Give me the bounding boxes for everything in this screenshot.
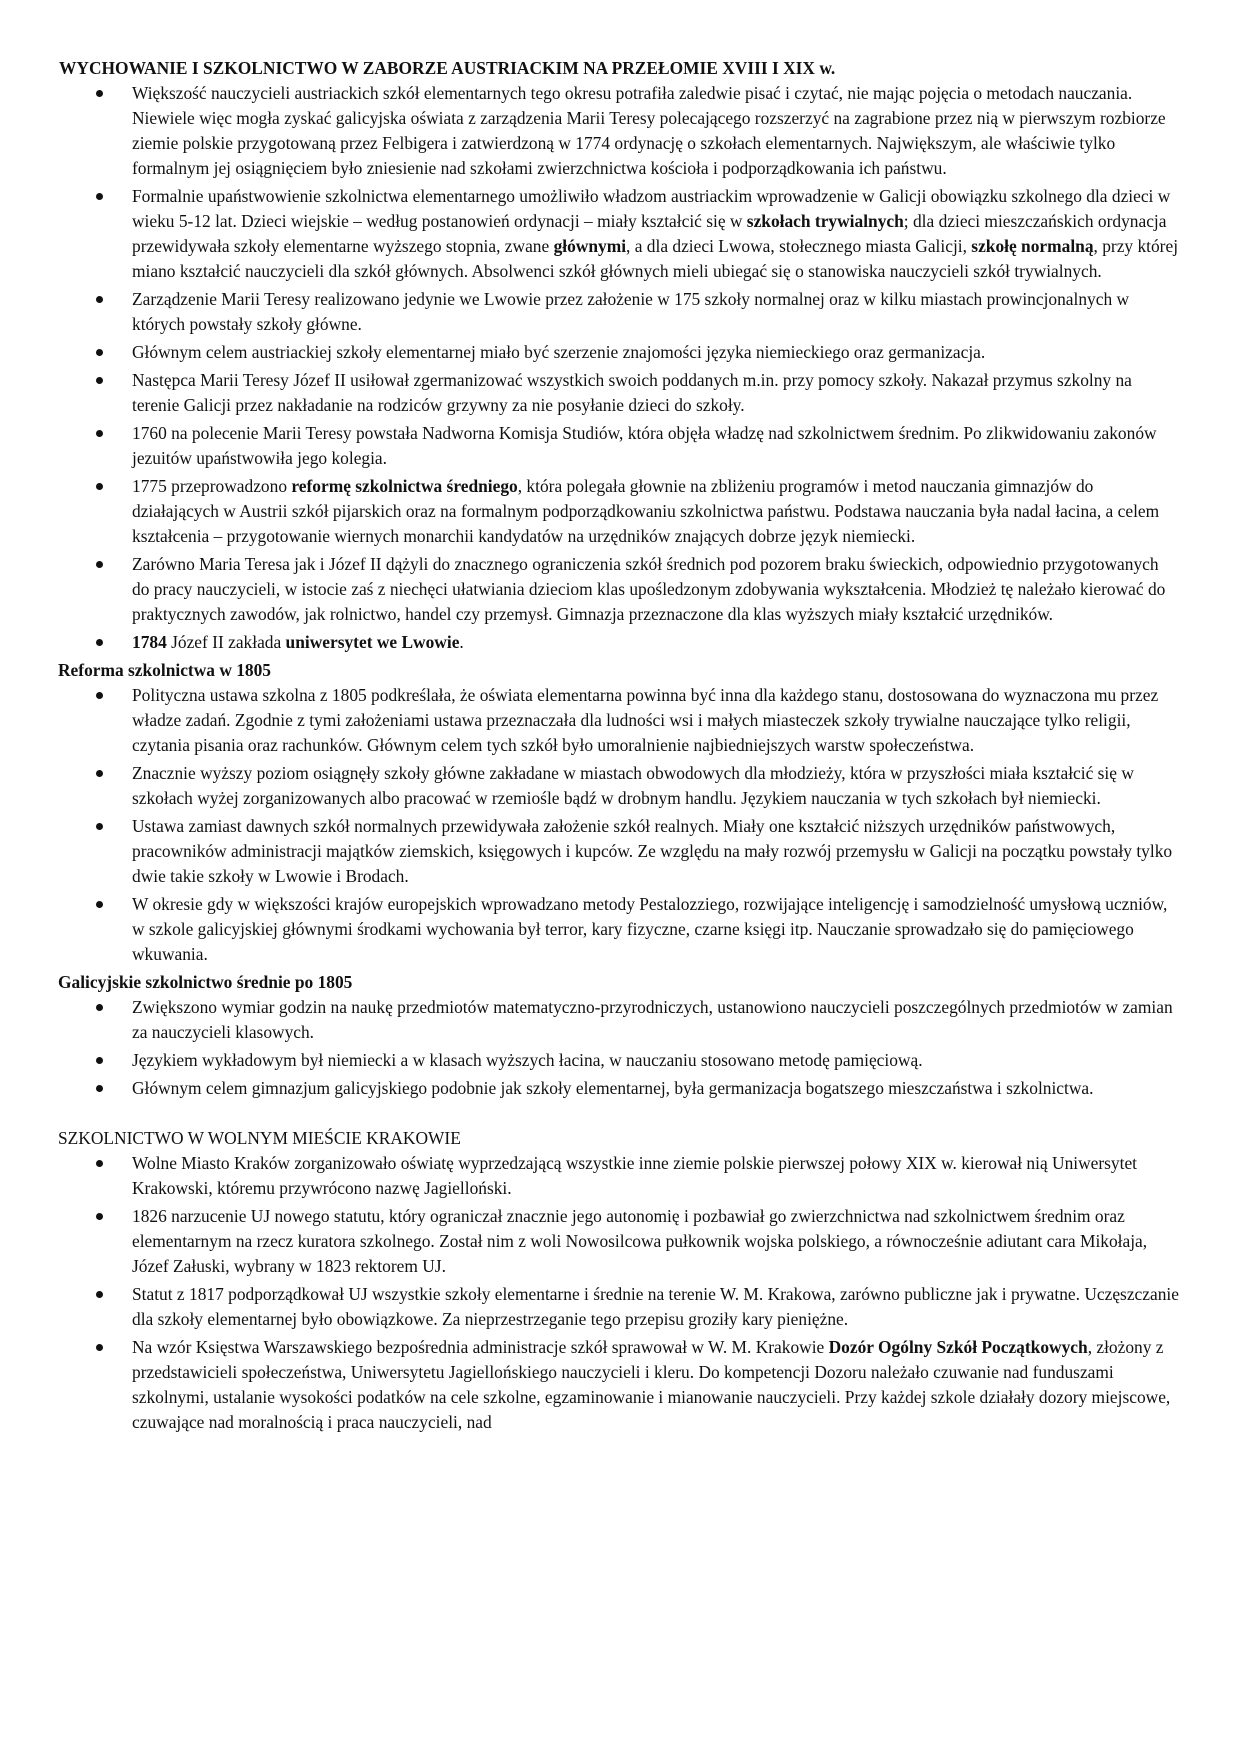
list-item [58, 474, 1180, 549]
text-segment: Większość nauczycieli austriackich szkół elementarnych tego okresu potrafiła zaledwie pisać i czytać, nie mając pojęcia o metodach nauczania. Niewiele więc mogła zyskać galicyjska oświata z zarządzenia Marii Teresy polecającego rozszerzyć na zagrabione przez nią w pierwszym rozbiorze ziemie polskie przygotowaną przez Felbigera i zatwierdzoną w 1774 ordynację o szkołach elementarnych. Największym, ale właściwie tylko formalnym jej osiągnięciem było zniesienie nad szkołami zwierzchnictwa kościoła i podporządkowania ich państwu. [132, 83, 1166, 178]
bold-term: uniwersytet we Lwowie [285, 632, 460, 652]
list-item [58, 761, 1180, 811]
intro-bullet-list [58, 81, 1180, 655]
list-item [58, 814, 1180, 889]
list-item [58, 184, 1180, 284]
section-heading-reform-1805: Reforma szkolnictwa w 1805 [58, 660, 272, 680]
text-segment: Zarządzenie Marii Teresy realizowano jedynie we Lwowie przez założenie w 175 szkoły normalnej oraz w kilku miastach prowincjonalnych w których powstały szkoły główne. [132, 289, 1130, 334]
list-item [58, 340, 1180, 365]
list-item [58, 995, 1180, 1045]
text-segment: . [459, 632, 464, 652]
list-item [58, 683, 1180, 758]
text-segment: Językiem wykładowym był niemiecki a w klasach wyższych łacina, w nauczaniu stosowano metodę pamięciową. [132, 1050, 923, 1070]
list-item [58, 1048, 1180, 1073]
text-segment: Następca Marii Teresy Józef II usiłował zgermanizować wszystkich swoich poddanych m.in. przy pomocy szkoły. Nakazał przymus szkolny na terenie Galicji przez nakładanie na rodziców grzywny za nie posyłanie dzieci do szkoły. [132, 370, 1132, 415]
list-item [58, 1076, 1180, 1101]
reform-1805-bullet-list [58, 683, 1180, 967]
bold-term: Dozór Ogólny Szkół Początkowych [828, 1337, 1088, 1357]
list-item [58, 1151, 1180, 1201]
text-segment: W okresie gdy w większości krajów europejskich wprowadzano metody Pestalozziego, rozwijające inteligencję i samodzielność umysłową uczniów, w szkole galicyjskiej głównymi środkami wychowania był terror, kary fizyczne, czarne księgi itp. Nauczanie sprowadzało się do pamięciowego wkuwania. [132, 894, 1168, 964]
text-segment: Statut z 1817 podporządkował UJ wszystkie szkoły elementarne i średnie na terenie W. M. Krakowa, zarówno publiczne jak i prywatne. Uczęszczanie dla szkoły elementarnej było obowiązkowe. Za nieprzestrzeganie tego przepisu groziły kary pieniężne. [132, 1284, 1179, 1329]
secondary-education-bullet-list [58, 995, 1180, 1101]
text-segment: ; dla dzieci mieszczańskich ordynacja przewidywała szkoły elementarne wyższego stopnia, zwane [132, 211, 1167, 256]
list-item [58, 1204, 1180, 1279]
text-segment: Zwiększono wymiar godzin na naukę przedmiotów matematyczno-przyrodniczych, ustanowiono nauczycieli poszczególnych przedmiotów w zamian za nauczycieli klasowych. [132, 997, 1173, 1042]
text-segment: Głównym celem austriackiej szkoły elementarnej miało być szerzenie znajomości języka niemieckiego oraz germanizacja. [132, 342, 986, 362]
bold-term: głównymi [553, 236, 627, 256]
krakow-bullet-list [58, 1151, 1180, 1435]
list-item [58, 1282, 1180, 1332]
text-segment: 1775 przeprowadzono [132, 476, 292, 496]
text-segment: Ustawa zamiast dawnych szkół normalnych przewidywała założenie szkół realnych. Miały one kształcić niższych urzędników państwowych, pracowników administracji majątków ziemskich, księgowych i kupców. Ze względu na mały rozwój przemysłu w Galicji na początku powstały tylko dwie takie szkoły w Lwowie i Brodach. [132, 816, 1173, 886]
text-segment: , która polegała głownie na zbliżeniu programów i metod nauczania gimnazjów do działających w Austrii szkół pijarskich oraz na formalnym podporządkowaniu szkolnictwa państwu. Podstawa nauczania była nadal łacina, a celem kształcenia – przygotowanie wiernych monarchii kandydatów na urzędników znających dobrze język niemiecki. [132, 476, 1160, 546]
list-item [58, 630, 1180, 655]
text-segment: Zarówno Maria Teresa jak i Józef II dążyli do znacznego ograniczenia szkół średnich pod pozorem braku świeckich, odpowiednio przygotowanych do pracy nauczycieli, w istocie zaś z niechęci ułatwiania dzieciom klas upośledzonym zdobywania wykształcenia. Młodzież tę należało kierować do praktycznych zawodów, jak rolnictwo, handel czy przemysł. Gimnazja przeznaczone dla klas wyższych miały kształcić urzędników. [132, 554, 1166, 624]
list-item [58, 81, 1180, 181]
text-segment: , przy której miano kształcić nauczycieli dla szkół głównych. Absolwenci szkół głównych mieli ubiegać się o stanowiska nauczycieli szkół trywialnych. [132, 236, 1179, 281]
text-segment: Głównym celem gimnazjum galicyjskiego podobnie jak szkoły elementarnej, była germanizacja bogatszego mieszczaństwa i szkolnictwa. [132, 1078, 1094, 1098]
text-segment: 1760 na polecenie Marii Teresy powstała Nadworna Komisja Studiów, która objęła władzę nad szkolnictwem średnim. Po zlikwidowaniu zakonów jezuitów upaństwowiła jego kolegia. [132, 423, 1157, 468]
list-item [58, 1335, 1180, 1435]
list-item [58, 892, 1180, 967]
text-segment: 1826 narzucenie UJ nowego statutu, który ograniczał znacznie jego autonomię i pozbawiał go zwierzchnictwa nad szkolnictwem średnim oraz elementarnym na rzecz kuratora szkolnego. Został nim z woli Nowosilcowa pułkownik wojska polskiego, a równocześnie adiutant cara Mikołaja, Józef Załuski, wybrany w 1823 rektorem UJ. [132, 1206, 1148, 1276]
text-segment: Wolne Miasto Kraków zorganizowało oświatę wyprzedzającą wszystkie inne ziemie polskie pierwszej połowy XIX w. kierował nią Uniwersytet Krakowski, któremu przywrócono nazwę Jagielloński. [132, 1153, 1138, 1198]
text-segment: Znacznie wyższy poziom osiągnęły szkoły główne zakładane w miastach obwodowych dla młodzieży, która w przyszłości miała kształcić się w szkołach wyżej zorganizowanych albo pracować w rzemiośle bądź w drobnym handlu. Językiem nauczania w tych szkołach był niemiecki. [132, 763, 1134, 808]
list-item [58, 421, 1180, 471]
text-segment: Józef II zakłada [166, 632, 286, 652]
bold-term: reformę szkolnictwa średniego [291, 476, 518, 496]
section-heading-secondary-education: Galicyjskie szkolnictwo średnie po 1805 [58, 972, 353, 992]
text-segment: Na wzór Księstwa Warszawskiego bezpośrednia administracje szkół sprawował w W. M. Krakowie [132, 1337, 829, 1357]
document-title: WYCHOWANIE I SZKOLNICTWO W ZABORZE AUSTRIACKIM NA PRZEŁOMIE XVIII I XIX w. [59, 58, 836, 78]
text-segment: , złożony z przedstawicieli społeczeństwa, Uniwersytetu Jagiellońskiego nauczycieli i kleru. Do kompetencji Dozoru należało czuwanie nad funduszami szkolnymi, ustalanie wysokości podatków na cele szkolne, egzaminowanie i mianowanie nauczycieli. Przy każdej szkole działały dozory miejscowe, czuwające nad moralnością i praca nauczycieli, nad [132, 1337, 1171, 1432]
list-item [58, 552, 1180, 627]
list-item [58, 287, 1180, 337]
bold-term: szkołę normalną [971, 236, 1094, 256]
text-segment: Formalnie upaństwowienie szkolnictwa elementarnego umożliwiło władzom austriackim wprowadzenie w Galicji obowiązku szkolnego dla dzieci w wieku 5-12 lat. Dzieci wiejskie – według postanowień ordynacji – miały kształcić się w [132, 186, 1171, 231]
section-heading-krakow: SZKOLNICTWO W WOLNYM MIEŚCIE KRAKOWIE [58, 1128, 461, 1148]
list-item [58, 368, 1180, 418]
text-segment: Polityczna ustawa szkolna z 1805 podkreślała, że oświata elementarna powinna być inna dla każdego stanu, dostosowana do wyznaczona mu przez władze zadań. Zgodnie z tymi założeniami ustawa przeznaczała dla ludności wsi i małych miasteczek szkoły trywialne nauczające tylko religii, czytania pisania oraz rachunków. Głównym celem tych szkół było umoralnienie najbiedniejszych warstw społeczeństwa. [132, 685, 1159, 755]
bold-term: szkołach trywialnych [746, 211, 904, 231]
bold-term: 1784 [132, 632, 167, 652]
text-segment: , a dla dzieci Lwowa, stołecznego miasta Galicji, [626, 236, 972, 256]
